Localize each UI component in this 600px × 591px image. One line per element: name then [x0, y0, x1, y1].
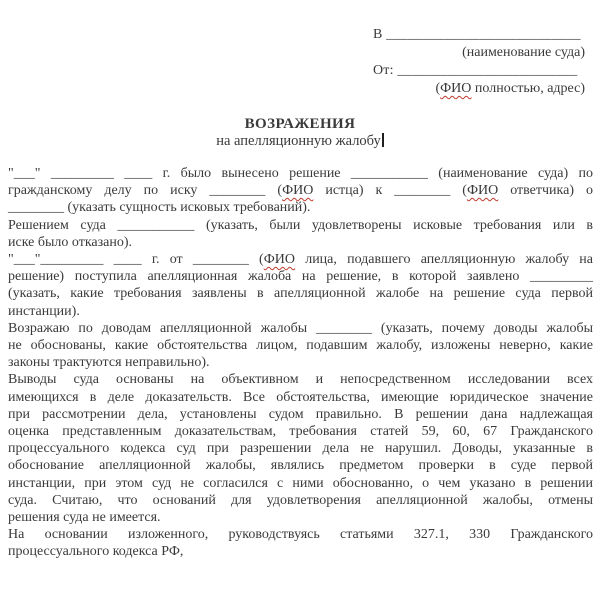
body-line[interactable]: решение) поступила апелляционная жалоба на решение, в которой заявлено _________: [8, 269, 593, 285]
body-line[interactable]: инстанции, при этом суд не согласился с ними обоснованно, о чем указано в решении: [8, 475, 593, 491]
document-header: [373, 26, 585, 98]
court-name-hint: (наименование суда): [462, 45, 585, 60]
spellcheck-underline: ФИО: [466, 183, 499, 199]
court-name-blank[interactable]: В ___________________________: [373, 27, 581, 42]
body-line[interactable]: "___" _________ ____ г. было вынесено решение ___________ (наименование суда) по: [8, 166, 593, 181]
body-line[interactable]: суда. Считаю, что оснований для удовлетворения апелляционной жалобы, отмены: [8, 492, 593, 508]
body-line[interactable]: законы трактуются неправильно).: [8, 355, 210, 371]
body-line[interactable]: иске было отказано).: [8, 234, 133, 250]
body-line[interactable]: гражданскому делу по иску ________ (ФИО истца) к ________ (ФИО ответчика) о: [8, 183, 593, 199]
body-line[interactable]: Выводы суда основаны на объективном и непосредственном исследовании всех: [8, 372, 593, 388]
spellcheck-underline: ФИО: [263, 252, 295, 268]
body-line[interactable]: ________ (указать сущность исковых требований).: [8, 200, 311, 216]
body-line[interactable]: при рассмотрении дела, установлены судом правильно. В решении дана надлежащая: [8, 406, 593, 422]
body-line[interactable]: процессуального кодекса суд при разрешении дела не нарушил. Доводы, указанные в: [8, 441, 593, 457]
title-line-2-text: на апелляционную жалобу: [216, 133, 381, 149]
body-line[interactable]: не обоснованы, какие обстоятельства лицом, подавшим жалобу, изложены неверно, какие: [8, 338, 593, 354]
body-line[interactable]: оценка представленным доказательствам, требования статей 59, 60, 67 Гражданского: [8, 424, 593, 440]
body-line[interactable]: На основании изложенного, руководствуясь статьями 327.1, 330 Гражданского: [8, 527, 593, 543]
body-line[interactable]: обоснование апелляционной жалобы, являлись предметом проверки в суде первой: [8, 458, 593, 474]
title-line-1[interactable]: ВОЗРАЖЕНИЯ: [244, 116, 356, 132]
title-line-2[interactable]: [0, 133, 600, 150]
from-name-blank[interactable]: От: _________________________: [373, 63, 578, 78]
document-body[interactable]: [8, 165, 593, 561]
document-page[interactable]: [0, 26, 600, 591]
document-title: [0, 117, 600, 150]
text-cursor: [382, 133, 384, 147]
spellcheck-underline: ФИО: [282, 183, 314, 199]
body-line[interactable]: "___"_________ ____ г. от ________ (ФИО лица, подавшего апелляционную жалобу на: [8, 252, 593, 268]
body-line[interactable]: решения суда не имеется.: [8, 510, 161, 526]
body-line[interactable]: инстанции).: [8, 303, 80, 319]
body-line[interactable]: (указать, какие требования заявлены в апелляционной жалобе на решение суда первой: [8, 286, 593, 302]
spellcheck-underline: ФИО: [440, 81, 472, 96]
body-line[interactable]: Решением суда ___________ (указать, были удовлетворены исковые требования или в: [8, 217, 593, 233]
from-name-hint: (ФИО полностью, адрес): [435, 81, 585, 96]
body-line[interactable]: имеющихся в деле доказательств. Все обстоятельства, имеющие юридическое значение: [8, 389, 593, 405]
body-line[interactable]: процессуального кодекса РФ,: [8, 544, 184, 560]
body-line[interactable]: Возражаю по доводам апелляционной жалобы ________ (указать, почему доводы жалобы: [8, 320, 593, 336]
